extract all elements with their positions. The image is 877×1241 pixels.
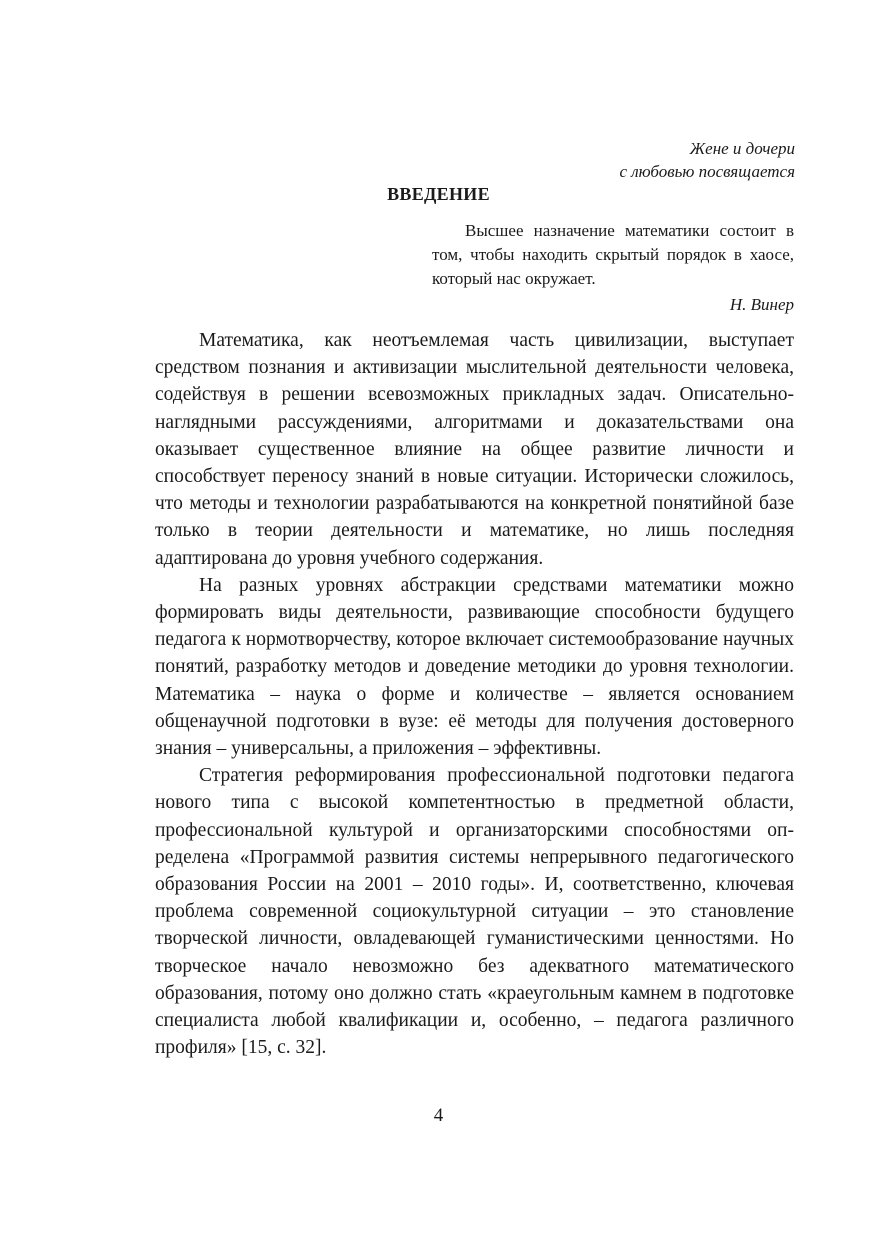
epigraph [432,219,794,317]
section-heading: ВВЕДЕНИЕ [387,184,490,204]
dedication [619,137,795,183]
body-text [155,327,794,1061]
page-number: 4 [433,1105,444,1126]
dedication-line-2: с любовью посвящается [619,162,795,181]
paragraph-1: Математика, как неотъемлемая часть цивилизации, выступает средством познания и активизации мыслительной деятельности человека, содействуя в решении всевозможных прикладных задач. Описательно-наглядными рассуждениями, алгоритмами и доказательствами она оказывает существенное влияние на общее развитие личности и способствует переносу знаний в новые ситуации. Исторически сложилось, что методы и технологии разрабатываются на конкретной понятийной базе только в теории деятельности и математике, но лишь последняя адаптирована до уровня учебного содержания. [155,330,794,569]
dedication-line-1: Жене и дочери [689,139,795,158]
epigraph-quote: Высшее назначение математики состоит в том, чтобы находить скрытый порядок в хаосе, который нас окружает. [432,221,794,288]
paragraph-2: На разных уровнях абстракции средствами математики можно формировать виды деятельности, развивающие способности будущего педагога к нормотворчеству, которое включает системообразование научных понятий, разработку методов и доведение методики до уровня технологии. Математика – наука о форме и количестве – является основанием общенаучной подготовки в вузе: её методы для получения достоверного знания – универсальны, а приложения – эффективны. [155,574,794,760]
paragraph-3: Стратегия реформирования профессиональной подготовки педагога нового типа с высокой компетентностью в предметной области, профессиональной культурой и организаторскими способностями определена «Программой развития системы непрерывного педагогического образования России на 2001 – 2010 годы». И, соответственно, ключевая проблема современной социокультурной ситуации – это становление творческой личности, овладевающей гуманистическими ценностями. Но творческое начало невозможно без адекватного математического образования, потому оно должно стать «краеугольным камнем в подготовке специалиста любой квалификации и, особенно, – педагога различного профиля» [15, с. 32]. [155,765,794,1059]
epigraph-author: Н. Винер [729,295,794,314]
